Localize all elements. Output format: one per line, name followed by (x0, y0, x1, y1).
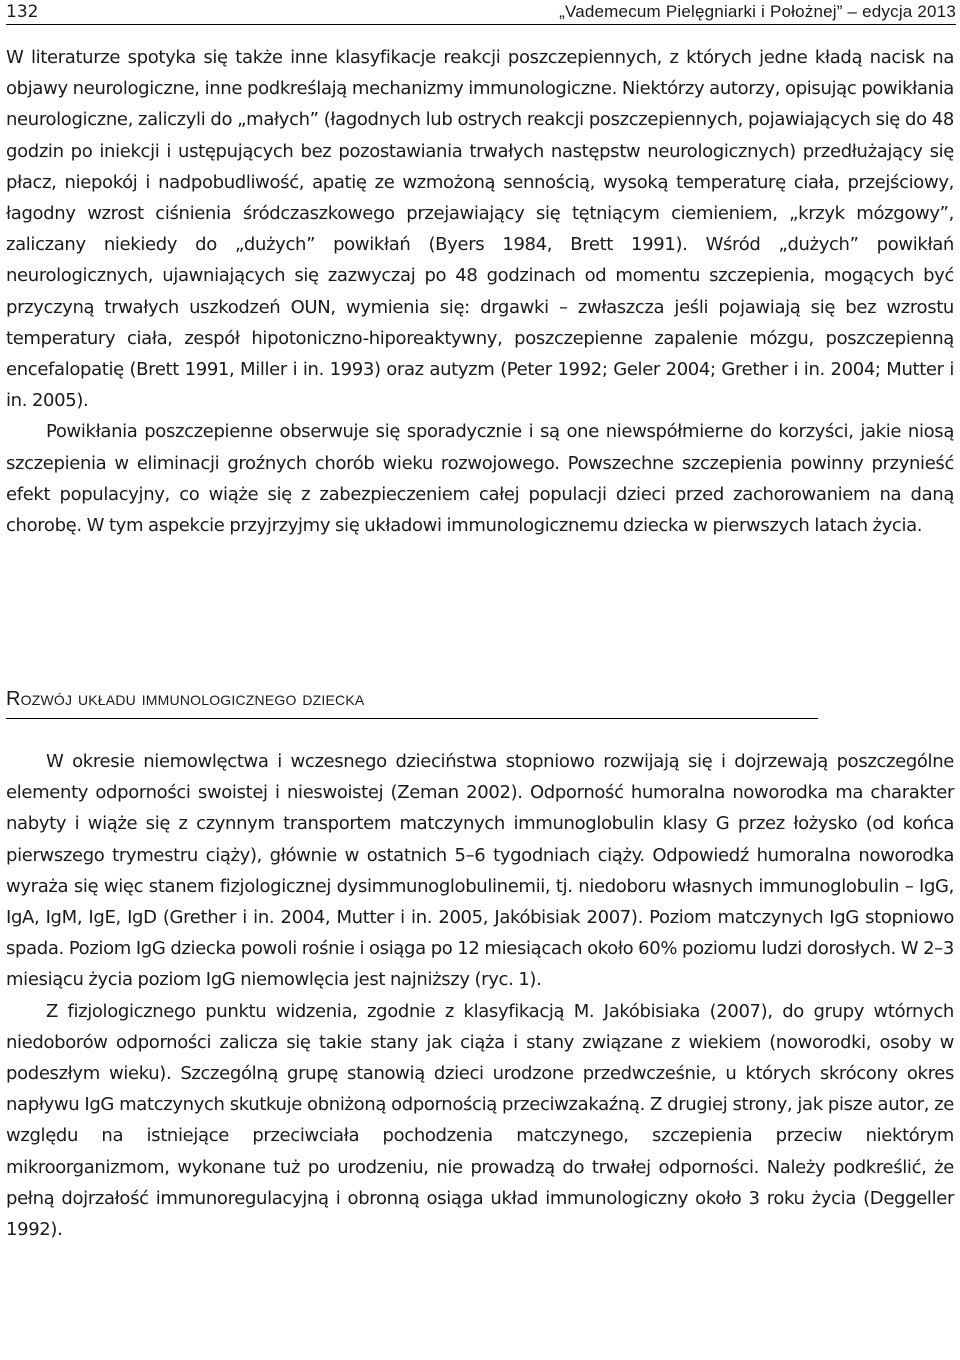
body-text-before-section (6, 42, 954, 541)
page-header (6, 0, 956, 25)
paragraph: Powikłania poszczepienne obserwuje się sporadycznie i są one niewspółmierne do korzyści, jakie niosą szczepienia w eliminacji groźnych chorób wieku rozwojowego. Powszechne szczepienia powinny przynieść efekt populacyjny, co wiąże się z zabezpieczeniem całej populacji dzieci przed zachorowaniem na daną chorobę. W tym aspekcie przyjrzyjmy się układowi immunologicznemu dziecka w pierwszych latach życia. (6, 421, 954, 537)
publication-title: „Vademecum Pielęgniarki i Położnej” – edycja 2013 (559, 2, 956, 21)
paragraph: W literaturze spotyka się także inne klasyfikacje reakcji poszczepiennych, z których jedne kładą nacisk na objawy neurologiczne, inne podkreślają mechanizmy immunologiczne. Niektórzy autorzy, opisując powikłania neurologiczne, zaliczyli do „małych” (łagodnych lub ostrych reakcji poszczepiennych, pojawiających się do 48 godzin po iniekcji i ustępujących bez pozostawiania trwałych następstw neurologicznych) przedłużający się płacz, niepokój i nadpobudliwość, apatię ze wzmożoną sennością, wysoką temperaturę ciała, przejściowy, łagodny wzrost ciśnienia śródczaszkowego przejawiający się tętniącym ciemieniem, „krzyk mózgowy”, zaliczany niekiedy do „dużych” powikłań (Byers 1984, Brett 1991). Wśród „dużych” powikłań neurologicznych, ujawniających się zazwyczaj po 48 godzinach od momentu szczepienia, mogących być przyczyną trwałych uszkodzeń OUN, wymienia się: drgawki – zwłaszcza jeśli pojawiają się bez wzrostu temperatury ciała, zespół hipotoniczno-hiporeaktywny, poszczepienne zapalenie mózgu, poszczepienną encefalopatię (Brett 1991, Miller i in. 1993) oraz autyzm (Peter 1992; Geler 2004; Grether i in. 2004; Mutter i in. 2005). (6, 47, 954, 412)
body-text-after-section (6, 746, 954, 1245)
paragraph: W okresie niemowlęctwa i wczesnego dzieciństwa stopniowo rozwijają się i dojrzewają poszczególne elementy odporności swoistej i nieswoistej (Zeman 2002). Odporność humoralna noworodka ma charakter nabyty i wiąże się z czynnym transportem matczynych immunoglobulin klasy G przez łożysko (od końca pierwszego trymestru ciąży), głównie w ostatnich 5–6 tygodniach ciąży. Odpowiedź humoralna noworodka wyraża się więc stanem fizjologicznej dysimmunoglobulinemii, tj. niedoboru własnych immunoglobulin – IgG, IgA, IgM, IgE, IgD (Grether i in. 2004, Mutter i in. 2005, Jakóbisiak 2007). Poziom matczynych IgG stopniowo spada. Poziom IgG dziecka powoli rośnie i osiąga po 12 miesiącach około 60% poziomu ludzi dorosłych. W 2–3 miesiącu życia poziom IgG niemowlęcia jest najniższy (ryc. 1). (6, 751, 954, 991)
page-number: 132 (6, 2, 39, 22)
section-heading-text: Rozwój układu immunologicznego dziecka (6, 688, 365, 710)
paragraph: Z fizjologicznego punktu widzenia, zgodnie z klasyfikacją M. Jakóbisiaka (2007), do grupy wtórnych niedoborów odporności zalicza się takie stany jak ciąża i stany związane z wiekiem (noworodki, osoby w podeszłym wieku). Szczególną grupę stanowią dzieci urodzone przedwcześnie, u których skrócony okres napływu IgG matczynych skutkuje obniżoną odpornością przeciwzakaźną. Z drugiej strony, jak pisze autor, ze względu na istniejące przeciwciała pochodzenia matczynego, szczepienia przeciw niektórym mikroorganizmom, wykonane tuż po urodzeniu, nie prowadzą do trwałej odporności. Należy podkreślić, że pełną dojrzałość immunoregulacyjną i obronną osiąga układ immunologiczny około 3 roku życia (Deggeller 1992). (6, 1000, 954, 1241)
section-heading (6, 684, 818, 719)
